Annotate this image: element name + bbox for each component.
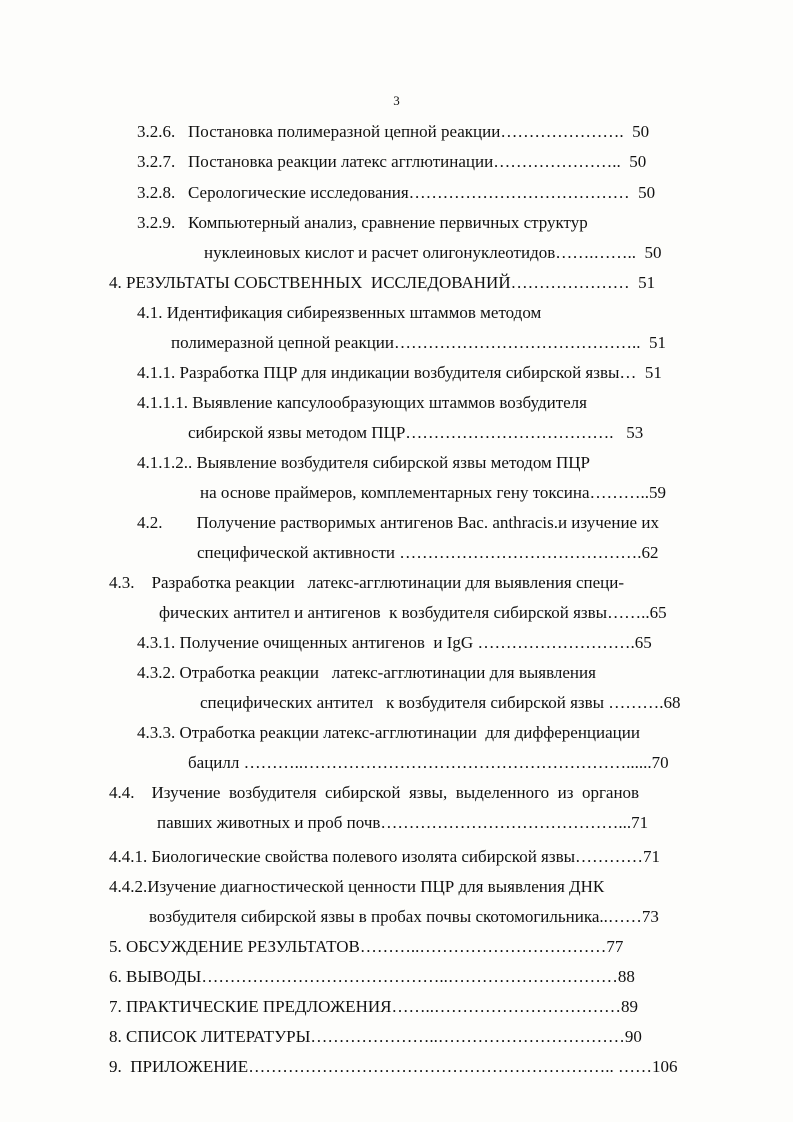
toc-entry: нуклеиновых кислот и расчет олигонуклеотидов…….…….. 50 bbox=[204, 243, 662, 262]
toc-entry: бацилл ………..…………………………………………………......70 bbox=[188, 753, 669, 772]
toc-entry: 4.1. Идентификация сибиреязвенных штаммов методом bbox=[137, 303, 542, 322]
page-number: 3 bbox=[393, 93, 400, 108]
toc-entry: 9. ПРИЛОЖЕНИЕ……………………………………………………….. ……106 bbox=[109, 1057, 678, 1076]
toc-entry: фических антител и антигенов к возбудителя сибирской язвы……..65 bbox=[159, 603, 667, 622]
toc-entry: сибирской язвы методом ПЦР………………………………. 53 bbox=[188, 423, 644, 442]
toc-entry: 3.2.6. Постановка полимеразной цепной реакции…………………. 50 bbox=[137, 122, 650, 141]
toc-entry: 3.2.9. Компьютерный анализ, сравнение первичных структур bbox=[137, 213, 588, 232]
toc-entry: полимеразной цепной реакции…………………………………….. 51 bbox=[171, 333, 667, 352]
toc-entry: 4.4. Изучение возбудителя сибирской язвы, выделенного из органов bbox=[109, 783, 640, 802]
toc-entry: 4.1.1.2.. Выявление возбудителя сибирской язвы методом ПЦР bbox=[137, 453, 591, 472]
toc-entry: 4. РЕЗУЛЬТАТЫ СОБСТВЕННЫХ ИССЛЕДОВАНИЙ………………… 51 bbox=[109, 273, 656, 292]
toc-entry: специфической активности …………………………………….62 bbox=[197, 543, 659, 562]
toc-entry: 3.2.8. Серологические исследования………………………………… 50 bbox=[137, 183, 656, 202]
toc-entry: 6. ВЫВОДЫ……………………………………..…………………………88 bbox=[109, 967, 635, 986]
toc-entry: 5. ОБСУЖДЕНИЕ РЕЗУЛЬТАТОВ………..……………………………77 bbox=[109, 937, 624, 956]
toc-entry: на основе праймеров, комплементарных гену токсина………..59 bbox=[200, 483, 667, 502]
toc-entry: 4.4.1. Биологические свойства полевого изолята сибирской язвы…………71 bbox=[109, 847, 661, 866]
toc-entry: 4.2. Получение растворимых антигенов Bac. anthracis.и изучение их bbox=[137, 513, 659, 532]
toc-entry: 4.3. Разработка реакции латекс-агглютинации для выявления специ- bbox=[109, 573, 625, 592]
toc-entry: павших животных и проб почв……………………………………...71 bbox=[157, 813, 649, 832]
toc-entry: 7. ПРАКТИЧЕСКИЕ ПРЕДЛОЖЕНИЯ……..……………………………89 bbox=[109, 997, 638, 1016]
toc-entry: возбудителя сибирской язвы в пробах почвы скотомогильника..……73 bbox=[149, 907, 659, 926]
toc-entry: 4.1.1. Разработка ПЦР для индикации возбудителя сибирской язвы… 51 bbox=[137, 363, 662, 382]
toc-entry: 4.1.1.1. Выявление капсулообразующих штаммов возбудителя bbox=[137, 393, 587, 412]
toc-entry: 8. СПИСОК ЛИТЕРАТУРЫ…………………..……………………………90 bbox=[109, 1027, 642, 1046]
toc-entry: 3.2.7. Постановка реакции латекс агглютинации………………….. 50 bbox=[137, 152, 647, 171]
toc-entry: 4.3.1. Получение очищенных антигенов и IgG ……………………….65 bbox=[137, 633, 652, 652]
toc-entry: 4.3.2. Отработка реакции латекс-агглютинации для выявления bbox=[137, 663, 596, 682]
toc-entry: 4.4.2.Изучение диагностической ценности ПЦР для выявления ДНК bbox=[109, 877, 605, 896]
toc-entry: 4.3.3. Отработка реакции латекс-агглютинации для дифференциации bbox=[137, 723, 640, 742]
toc-entry: специфических антител к возбудителя сибирской язвы ……….68 bbox=[200, 693, 681, 712]
